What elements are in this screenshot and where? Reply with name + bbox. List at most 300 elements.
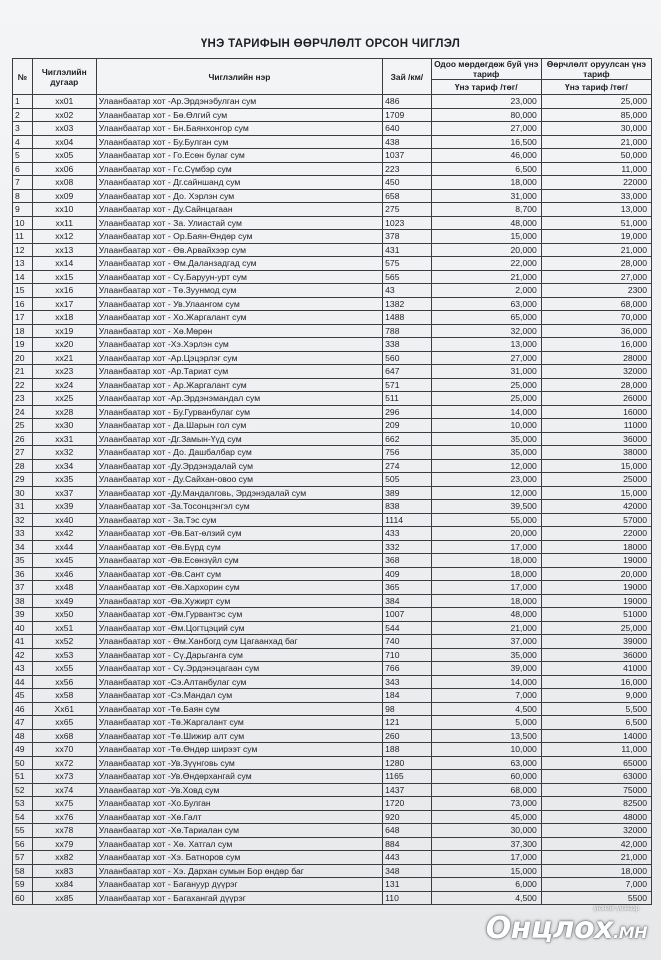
row-number: 53 [13, 797, 33, 811]
distance-km: 433 [383, 527, 431, 541]
new-tariff: 9,000 [541, 689, 651, 703]
distance-km: 1709 [383, 108, 431, 122]
new-tariff: 11,000 [541, 743, 651, 757]
distance-km: 338 [383, 338, 431, 352]
current-tariff: 6,000 [431, 878, 541, 892]
route-name: Улаанбаатар хот - Хо.Жаргалант сум [96, 311, 382, 325]
row-number: 37 [13, 581, 33, 595]
table-row [13, 513, 652, 527]
new-tariff: 42000 [541, 500, 651, 514]
row-number: 44 [13, 675, 33, 689]
new-tariff: 16,000 [541, 675, 651, 689]
route-name: Улаанбаатар хот - Ду.Сайнцагаан [96, 203, 382, 217]
row-number: 50 [13, 756, 33, 770]
route-name: Улаанбаатар хот -Дг.Замын-Үүд сум [96, 432, 382, 446]
distance-km: 131 [383, 878, 431, 892]
route-name: Улаанбаатар хот - Бн.Баянхонгор сум [96, 122, 382, 136]
distance-km: 571 [383, 378, 431, 392]
current-tariff: 17,000 [431, 851, 541, 865]
table-row [13, 500, 652, 514]
table-row [13, 95, 652, 109]
table-row [13, 554, 652, 568]
current-tariff: 13,500 [431, 729, 541, 743]
table-row [13, 243, 652, 257]
route-code: xx13 [32, 243, 96, 257]
new-tariff: 20,000 [541, 567, 651, 581]
table-row [13, 891, 652, 905]
route-code: xx85 [32, 891, 96, 905]
current-tariff: 6,500 [431, 162, 541, 176]
new-tariff: 26000 [541, 392, 651, 406]
new-tariff: 33,000 [541, 189, 651, 203]
distance-km: 658 [383, 189, 431, 203]
route-name: Улаанбаатар хот - Бө.Өлгий сум [96, 108, 382, 122]
route-code: xx06 [32, 162, 96, 176]
route-code: xx17 [32, 297, 96, 311]
distance-km: 648 [383, 824, 431, 838]
table-row [13, 702, 652, 716]
table-row [13, 486, 652, 500]
new-tariff: 18,000 [541, 864, 651, 878]
row-number: 1 [13, 95, 33, 109]
route-code: xx18 [32, 311, 96, 325]
table-row [13, 797, 652, 811]
row-number: 49 [13, 743, 33, 757]
row-number: 26 [13, 432, 33, 446]
route-name: Улаанбаатар хот - Хө. Хатгал сум [96, 837, 382, 851]
distance-km: 260 [383, 729, 431, 743]
row-number: 41 [13, 635, 33, 649]
new-tariff: 27,000 [541, 270, 651, 284]
new-tariff: 36000 [541, 432, 651, 446]
table-row [13, 419, 652, 433]
route-code: xx25 [32, 392, 96, 406]
route-code: xx52 [32, 635, 96, 649]
header-new-sub: Үнэ тариф /төг/ [541, 80, 651, 95]
route-code: xx74 [32, 783, 96, 797]
route-code: xx75 [32, 797, 96, 811]
current-tariff: 68,000 [431, 783, 541, 797]
new-tariff: 11000 [541, 419, 651, 433]
distance-km: 1007 [383, 608, 431, 622]
route-name: Улаанбаатар хот - Багануур дүүрэг [96, 878, 382, 892]
distance-km: 332 [383, 540, 431, 554]
route-name: Улаанбаатар хот - Гс.Сүмбэр сум [96, 162, 382, 176]
route-name: Улаанбаатар хот -Ар.Эрдэнэбулган сум [96, 95, 382, 109]
route-name: Улаанбаатар хот - Өв.Арвайхээр сум [96, 243, 382, 257]
route-name: Улаанбаатар хот -Өв.Бат-өлзий сум [96, 527, 382, 541]
current-tariff: 35,000 [431, 432, 541, 446]
new-tariff: 36,000 [541, 324, 651, 338]
table-row [13, 473, 652, 487]
current-tariff: 17,000 [431, 540, 541, 554]
new-tariff: 21,000 [541, 851, 651, 865]
current-tariff: 23,000 [431, 95, 541, 109]
distance-km: 1437 [383, 783, 431, 797]
row-number: 34 [13, 540, 33, 554]
table-row [13, 297, 652, 311]
route-code: xx39 [32, 500, 96, 514]
row-number: 14 [13, 270, 33, 284]
new-tariff: 22000 [541, 176, 651, 190]
route-name: Улаанбаатар хот - Бу.Гурванбулаг сум [96, 405, 382, 419]
route-name: Улаанбаатар хот - Да.Шарын гол сум [96, 419, 382, 433]
new-tariff: 63000 [541, 770, 651, 784]
distance-km: 756 [383, 446, 431, 460]
distance-km: 544 [383, 621, 431, 635]
route-name: Улаанбаатар хот -Өв.Хужирт сум [96, 594, 382, 608]
route-code: xx15 [32, 270, 96, 284]
route-code: xx82 [32, 851, 96, 865]
route-code: xx28 [32, 405, 96, 419]
row-number: 51 [13, 770, 33, 784]
distance-km: 486 [383, 95, 431, 109]
current-tariff: 39,500 [431, 500, 541, 514]
row-number: 6 [13, 162, 33, 176]
current-tariff: 63,000 [431, 297, 541, 311]
document-title: ҮНЭ ТАРИФЫН ӨӨРЧЛӨЛТ ОРСОН ЧИГЛЭЛ [200, 38, 461, 50]
table-row [13, 270, 652, 284]
current-tariff: 31,000 [431, 189, 541, 203]
row-number: 33 [13, 527, 33, 541]
new-tariff: 19000 [541, 581, 651, 595]
route-name: Улаанбаатар хот -Тө.Шижир алт сум [96, 729, 382, 743]
current-tariff: 10,000 [431, 419, 541, 433]
current-tariff: 48,000 [431, 216, 541, 230]
table-row [13, 284, 652, 298]
route-code: xx53 [32, 648, 96, 662]
current-tariff: 10,000 [431, 743, 541, 757]
route-code: xx55 [32, 662, 96, 676]
table-row [13, 392, 652, 406]
current-tariff: 15,000 [431, 230, 541, 244]
row-number: 13 [13, 257, 33, 271]
table-row [13, 527, 652, 541]
distance-km: 121 [383, 716, 431, 730]
current-tariff: 35,000 [431, 446, 541, 460]
distance-km: 505 [383, 473, 431, 487]
row-number: 25 [13, 419, 33, 433]
route-name: Улаанбаатар хот -Өв.Сант сум [96, 567, 382, 581]
current-tariff: 13,000 [431, 338, 541, 352]
route-code: xx46 [32, 567, 96, 581]
current-tariff: 32,000 [431, 324, 541, 338]
route-name: Улаанбаатар хот -Тө.Өндөр ширээт сум [96, 743, 382, 757]
row-number: 46 [13, 702, 33, 716]
header-km: Зай /км/ [383, 59, 431, 95]
distance-km: 431 [383, 243, 431, 257]
new-tariff: 15,000 [541, 486, 651, 500]
site-watermark-logo [486, 911, 647, 946]
row-number: 15 [13, 284, 33, 298]
route-code: xx16 [32, 284, 96, 298]
new-tariff: 50,000 [541, 149, 651, 163]
distance-km: 409 [383, 567, 431, 581]
distance-km: 1720 [383, 797, 431, 811]
new-tariff: 30,000 [541, 122, 651, 136]
row-number: 45 [13, 689, 33, 703]
table-row [13, 756, 652, 770]
route-name: Улаанбаатар хот -Өв.Хархорин сум [96, 581, 382, 595]
table-row [13, 324, 652, 338]
route-code: xx42 [32, 527, 96, 541]
route-code: xx83 [32, 864, 96, 878]
row-number: 56 [13, 837, 33, 851]
distance-km: 343 [383, 675, 431, 689]
table-row [13, 716, 652, 730]
table-row [13, 459, 652, 473]
distance-km: 710 [383, 648, 431, 662]
row-number: 4 [13, 135, 33, 149]
current-tariff: 48,000 [431, 608, 541, 622]
new-tariff: 28000 [541, 351, 651, 365]
header-no: № [13, 59, 33, 95]
current-tariff: 15,000 [431, 864, 541, 878]
current-tariff: 46,000 [431, 149, 541, 163]
row-number: 43 [13, 662, 33, 676]
route-name: Улаанбаатар хот -Ув.Зүүнговь сум [96, 756, 382, 770]
table-row [13, 878, 652, 892]
route-code: xx45 [32, 554, 96, 568]
route-name: Улаанбаатар хот - Хэ. Дархан сумын Бор өндөр баг [96, 864, 382, 878]
route-code: xx76 [32, 810, 96, 824]
current-tariff: 39,000 [431, 662, 541, 676]
route-name: Улаанбаатар хот - Сү.Эрдэнэцагаан сум [96, 662, 382, 676]
route-name: Улаанбаатар хот -Сэ.Алтанбулаг сум [96, 675, 382, 689]
route-name: Улаанбаатар хот -Өм.Гурвантэс сум [96, 608, 382, 622]
table-row [13, 446, 652, 460]
distance-km: 378 [383, 230, 431, 244]
table-row [13, 176, 652, 190]
distance-km: 1114 [383, 513, 431, 527]
row-number: 30 [13, 486, 33, 500]
current-tariff: 22,000 [431, 257, 541, 271]
route-name: Улаанбаатар хот -Ду.Эрдэнэдалай сум [96, 459, 382, 473]
row-number: 57 [13, 851, 33, 865]
route-code: xx72 [32, 756, 96, 770]
current-tariff: 80,000 [431, 108, 541, 122]
distance-km: 565 [383, 270, 431, 284]
new-tariff: 36000 [541, 648, 651, 662]
route-name: Улаанбаатар хот -За.Тосонцэнгэл сум [96, 500, 382, 514]
new-tariff: 16000 [541, 405, 651, 419]
distance-km: 296 [383, 405, 431, 419]
route-name: Улаанбаатар хот -Хө.Галт [96, 810, 382, 824]
route-code: xx01 [32, 95, 96, 109]
route-code: xx58 [32, 689, 96, 703]
route-name: Улаанбаатар хот - Ув.Улаангом сум [96, 297, 382, 311]
table-row [13, 824, 652, 838]
distance-km: 1037 [383, 149, 431, 163]
new-tariff: 38000 [541, 446, 651, 460]
row-number: 54 [13, 810, 33, 824]
current-tariff: 27,000 [431, 122, 541, 136]
row-number: 28 [13, 459, 33, 473]
row-number: 21 [13, 365, 33, 379]
distance-km: 1023 [383, 216, 431, 230]
route-name: Улаанбаатар хот -Өм.Цогтцэций сум [96, 621, 382, 635]
route-name: Улаанбаатар хот - Сү.Дарьганга сум [96, 648, 382, 662]
table-row [13, 608, 652, 622]
row-number: 20 [13, 351, 33, 365]
current-tariff: 17,000 [431, 581, 541, 595]
distance-km: 188 [383, 743, 431, 757]
new-tariff: 82500 [541, 797, 651, 811]
row-number: 7 [13, 176, 33, 190]
distance-km: 740 [383, 635, 431, 649]
route-code: xx73 [32, 770, 96, 784]
new-tariff: 39000 [541, 635, 651, 649]
row-number: 5 [13, 149, 33, 163]
new-tariff: 32000 [541, 365, 651, 379]
table-row [13, 216, 652, 230]
route-name: Улаанбаатар хот - Ар.Жаргалант сум [96, 378, 382, 392]
distance-km: 223 [383, 162, 431, 176]
current-tariff: 4,500 [431, 702, 541, 716]
current-tariff: 31,000 [431, 365, 541, 379]
table-row [13, 729, 652, 743]
distance-km: 389 [383, 486, 431, 500]
route-name: Улаанбаатар хот - Ду.Сайхан-овоо сум [96, 473, 382, 487]
new-tariff: 21,000 [541, 243, 651, 257]
table-row [13, 810, 652, 824]
row-number: 59 [13, 878, 33, 892]
distance-km: 920 [383, 810, 431, 824]
table-row [13, 743, 652, 757]
new-tariff: 14000 [541, 729, 651, 743]
table-row [13, 378, 652, 392]
table-row [13, 189, 652, 203]
new-tariff: 70,000 [541, 311, 651, 325]
new-tariff: 28,000 [541, 257, 651, 271]
route-code: xx34 [32, 459, 96, 473]
route-code: xx21 [32, 351, 96, 365]
route-code: xx09 [32, 189, 96, 203]
new-tariff: 32000 [541, 824, 651, 838]
table-row [13, 135, 652, 149]
row-number: 23 [13, 392, 33, 406]
distance-km: 274 [383, 459, 431, 473]
row-number: 22 [13, 378, 33, 392]
distance-km: 384 [383, 594, 431, 608]
route-name: Улаанбаатар хот -Ув.Ховд сум [96, 783, 382, 797]
new-tariff: 16,000 [541, 338, 651, 352]
table-row [13, 567, 652, 581]
current-tariff: 37,000 [431, 635, 541, 649]
distance-km: 184 [383, 689, 431, 703]
row-number: 2 [13, 108, 33, 122]
current-tariff: 20,000 [431, 527, 541, 541]
distance-km: 43 [383, 284, 431, 298]
row-number: 32 [13, 513, 33, 527]
table-row [13, 432, 652, 446]
route-name: Улаанбаатар хот -Тө.Жаргалант сум [96, 716, 382, 730]
route-code: xx40 [32, 513, 96, 527]
new-tariff: 19000 [541, 554, 651, 568]
route-name: Улаанбаатар хот - За. Улиастай сум [96, 216, 382, 230]
table-row [13, 581, 652, 595]
route-code: xx02 [32, 108, 96, 122]
current-tariff: 2,000 [431, 284, 541, 298]
current-tariff: 18,000 [431, 567, 541, 581]
table-row [13, 864, 652, 878]
route-code: xx49 [32, 594, 96, 608]
route-name: Улаанбаатар хот - Өм.Даланзадгад сум [96, 257, 382, 271]
route-code: xx20 [32, 338, 96, 352]
route-code: Xx61 [32, 702, 96, 716]
current-tariff: 18,000 [431, 554, 541, 568]
table-row [13, 338, 652, 352]
new-tariff: 15,000 [541, 459, 651, 473]
table-row [13, 122, 652, 136]
row-number: 11 [13, 230, 33, 244]
row-number: 27 [13, 446, 33, 460]
new-tariff: 28,000 [541, 378, 651, 392]
current-tariff: 14,000 [431, 405, 541, 419]
distance-km: 884 [383, 837, 431, 851]
new-tariff: 19000 [541, 594, 651, 608]
route-name: Улаанбаатар хот - Бу.Булган сум [96, 135, 382, 149]
current-tariff: 7,000 [431, 689, 541, 703]
new-tariff: 5500 [541, 891, 651, 905]
distance-km: 560 [383, 351, 431, 365]
row-number: 18 [13, 324, 33, 338]
new-tariff: 48000 [541, 810, 651, 824]
route-name: Улаанбаатар хот -Өв.Бүрд сум [96, 540, 382, 554]
route-code: xx23 [32, 365, 96, 379]
distance-km: 662 [383, 432, 431, 446]
distance-km: 575 [383, 257, 431, 271]
row-number: 9 [13, 203, 33, 217]
distance-km: 365 [383, 581, 431, 595]
row-number: 39 [13, 608, 33, 622]
table-row [13, 594, 652, 608]
route-code: xx68 [32, 729, 96, 743]
new-tariff: 65000 [541, 756, 651, 770]
table-row [13, 689, 652, 703]
route-code: xx04 [32, 135, 96, 149]
route-name: Улаанбаатар хот - Дг.сайншанд сум [96, 176, 382, 190]
new-tariff: 2300 [541, 284, 651, 298]
current-tariff: 73,000 [431, 797, 541, 811]
route-name: Улаанбаатар хот -Ар.Эрдэнэмандал сум [96, 392, 382, 406]
new-tariff: 25,000 [541, 621, 651, 635]
table-row [13, 783, 652, 797]
row-number: 31 [13, 500, 33, 514]
distance-km: 1382 [383, 297, 431, 311]
table-row [13, 851, 652, 865]
current-tariff: 25,000 [431, 392, 541, 406]
row-number: 47 [13, 716, 33, 730]
distance-km: 98 [383, 702, 431, 716]
route-code: xx24 [32, 378, 96, 392]
table-row [13, 621, 652, 635]
distance-km: 209 [383, 419, 431, 433]
route-code: xx37 [32, 486, 96, 500]
route-name: Улаанбаатар хот -Өв.Есөнзүйл сум [96, 554, 382, 568]
new-tariff: 11,000 [541, 162, 651, 176]
route-code: xx78 [32, 824, 96, 838]
route-code: xx30 [32, 419, 96, 433]
current-tariff: 37,300 [431, 837, 541, 851]
table-row [13, 351, 652, 365]
table-row [13, 311, 652, 325]
route-code: xx56 [32, 675, 96, 689]
current-tariff: 35,000 [431, 648, 541, 662]
current-tariff: 12,000 [431, 486, 541, 500]
current-tariff: 5,000 [431, 716, 541, 730]
distance-km: 443 [383, 851, 431, 865]
